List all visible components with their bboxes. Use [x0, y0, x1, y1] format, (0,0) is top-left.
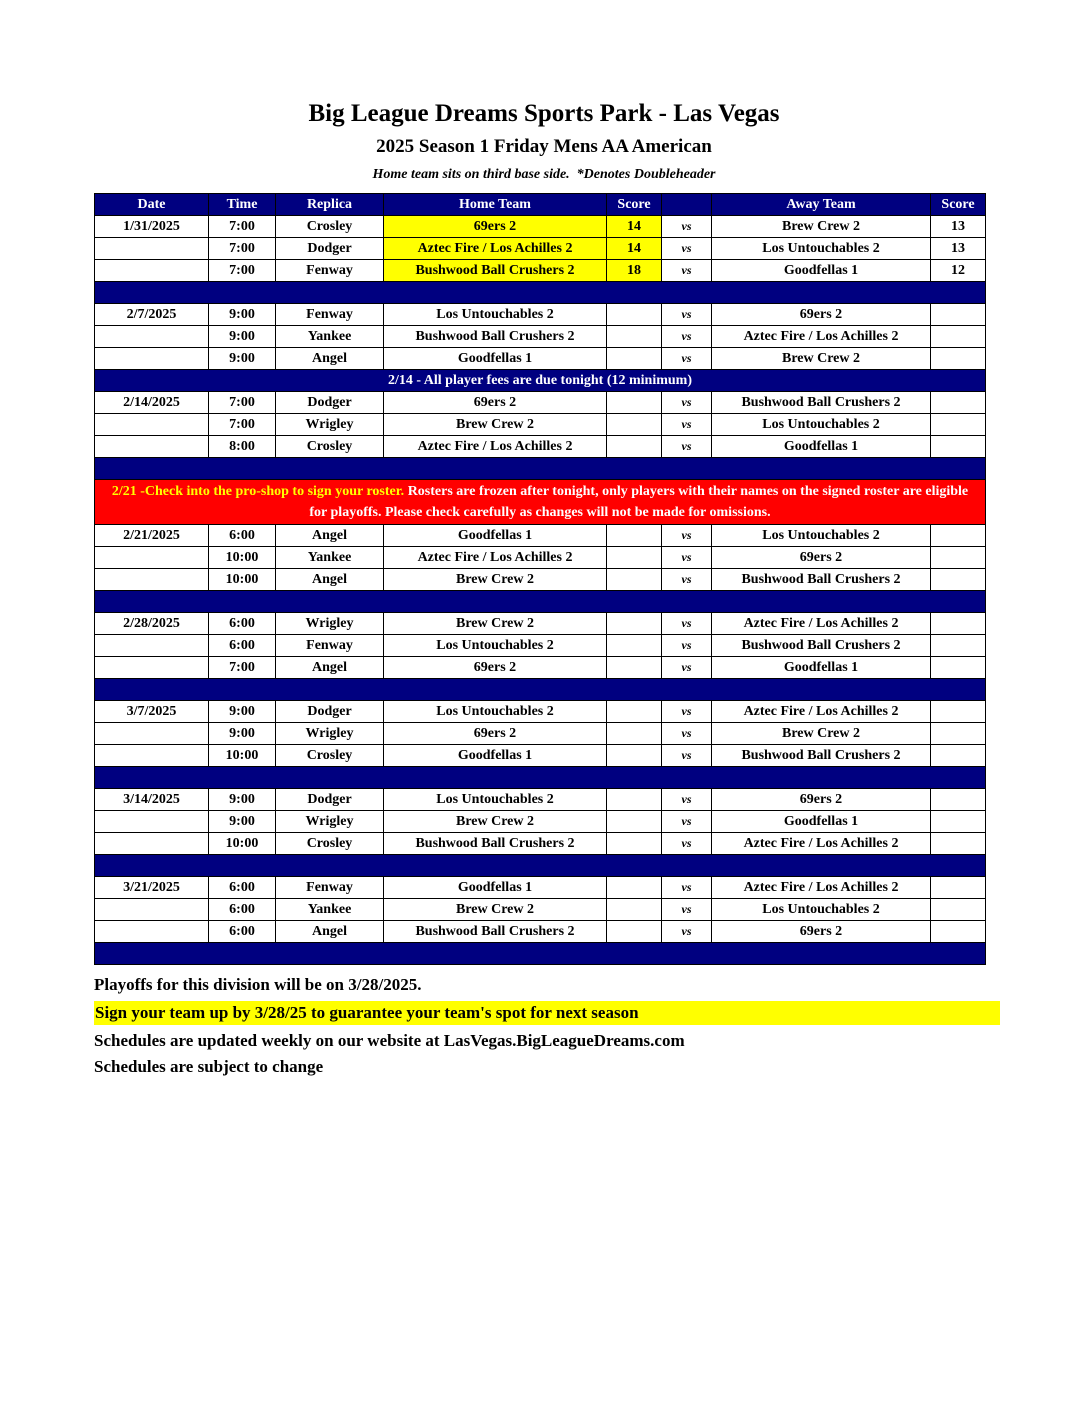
banner-text: 2/14 - All player fees are due tonight (12 minimum)	[95, 370, 986, 392]
away-score-cell	[931, 304, 986, 326]
away-score-cell	[931, 921, 986, 943]
replica-cell: Wrigley	[276, 613, 384, 635]
date-cell	[95, 569, 209, 591]
home-cell: 69ers 2	[384, 392, 607, 414]
home-cell: Aztec Fire / Los Achilles 2	[384, 238, 607, 260]
away-cell: Los Untouchables 2	[712, 238, 931, 260]
page-title: Big League Dreams Sports Park - Las Vegas	[308, 100, 780, 127]
game-row	[95, 392, 986, 414]
date-cell	[95, 811, 209, 833]
separator-band	[95, 679, 986, 701]
alert-band	[95, 480, 986, 525]
separator-row	[95, 767, 986, 789]
game-row	[95, 569, 986, 591]
home-score-cell	[607, 811, 662, 833]
home-score-cell	[607, 877, 662, 899]
separator-band	[95, 855, 986, 877]
date-cell: 3/21/2025	[95, 877, 209, 899]
away-score-cell: 12	[931, 260, 986, 282]
separator-row	[95, 591, 986, 613]
alert-rest-text: Rosters are frozen after tonight, only players with their names on the signed roster are eligible for playoffs. Please check carefully as changes will not be made for omissions.	[309, 484, 969, 520]
game-row	[95, 326, 986, 348]
alert-highlight-text: 2/21 -Check into the pro-shop to sign your roster.	[111, 484, 405, 499]
home-score-cell	[607, 833, 662, 855]
game-row	[95, 635, 986, 657]
game-row	[95, 833, 986, 855]
date-cell	[95, 414, 209, 436]
time-cell: 6:00	[209, 877, 276, 899]
time-cell: 9:00	[209, 811, 276, 833]
replica-cell: Yankee	[276, 326, 384, 348]
away-score-cell	[931, 701, 986, 723]
separator-row	[95, 679, 986, 701]
home-score-cell	[607, 723, 662, 745]
home-cell: 69ers 2	[384, 216, 607, 238]
replica-cell: Angel	[276, 657, 384, 679]
home-score-cell	[607, 789, 662, 811]
away-cell: Aztec Fire / Los Achilles 2	[712, 613, 931, 635]
date-cell: 2/14/2025	[95, 392, 209, 414]
home-score-cell	[607, 635, 662, 657]
schedule-table	[94, 193, 986, 965]
replica-cell: Dodger	[276, 701, 384, 723]
replica-cell: Wrigley	[276, 723, 384, 745]
vs-cell: vs	[662, 899, 712, 921]
vs-cell: vs	[662, 436, 712, 458]
home-cell: Brew Crew 2	[384, 899, 607, 921]
vs-cell: vs	[662, 635, 712, 657]
away-cell: Goodfellas 1	[712, 657, 931, 679]
time-cell: 7:00	[209, 260, 276, 282]
date-cell: 3/14/2025	[95, 789, 209, 811]
replica-cell: Angel	[276, 921, 384, 943]
away-score-cell	[931, 436, 986, 458]
game-row	[95, 414, 986, 436]
home-score-cell: 18	[607, 260, 662, 282]
home-cell: Bushwood Ball Crushers 2	[384, 260, 607, 282]
away-cell: 69ers 2	[712, 547, 931, 569]
replica-cell: Angel	[276, 569, 384, 591]
away-score-cell: 13	[931, 238, 986, 260]
time-cell: 9:00	[209, 701, 276, 723]
time-cell: 10:00	[209, 569, 276, 591]
game-row	[95, 238, 986, 260]
home-score-cell: 14	[607, 238, 662, 260]
away-cell: Aztec Fire / Los Achilles 2	[712, 326, 931, 348]
home-score-cell	[607, 745, 662, 767]
vs-cell: vs	[662, 414, 712, 436]
separator-band	[95, 282, 986, 304]
replica-cell: Wrigley	[276, 414, 384, 436]
replica-cell: Crosley	[276, 745, 384, 767]
replica-cell: Fenway	[276, 260, 384, 282]
home-score-cell	[607, 414, 662, 436]
home-cell: Brew Crew 2	[384, 414, 607, 436]
home-cell: Aztec Fire / Los Achilles 2	[384, 547, 607, 569]
game-row	[95, 348, 986, 370]
away-score-cell	[931, 414, 986, 436]
time-cell: 10:00	[209, 547, 276, 569]
home-cell: Bushwood Ball Crushers 2	[384, 326, 607, 348]
home-cell: Los Untouchables 2	[384, 304, 607, 326]
date-cell	[95, 436, 209, 458]
date-cell	[95, 921, 209, 943]
game-row	[95, 723, 986, 745]
home-score-cell	[607, 348, 662, 370]
column-header-replica: Replica	[276, 194, 384, 216]
away-cell: 69ers 2	[712, 789, 931, 811]
date-cell	[95, 547, 209, 569]
home-cell: Los Untouchables 2	[384, 635, 607, 657]
home-score-cell	[607, 392, 662, 414]
date-cell	[95, 348, 209, 370]
replica-cell: Angel	[276, 525, 384, 547]
replica-cell: Crosley	[276, 833, 384, 855]
home-cell: Bushwood Ball Crushers 2	[384, 833, 607, 855]
time-cell: 9:00	[209, 348, 276, 370]
time-cell: 8:00	[209, 436, 276, 458]
vs-cell: vs	[662, 833, 712, 855]
date-cell	[95, 745, 209, 767]
time-cell: 6:00	[209, 525, 276, 547]
column-header-home-score: Score	[607, 194, 662, 216]
home-cell: Aztec Fire / Los Achilles 2	[384, 436, 607, 458]
separator-row	[95, 282, 986, 304]
footer-playoffs-note: Playoffs for this division will be on 3/28/2025.	[94, 975, 422, 994]
home-score-cell	[607, 569, 662, 591]
vs-cell: vs	[662, 547, 712, 569]
away-cell: Goodfellas 1	[712, 436, 931, 458]
date-cell	[95, 635, 209, 657]
away-score-cell	[931, 811, 986, 833]
game-row	[95, 877, 986, 899]
vs-cell: vs	[662, 392, 712, 414]
date-cell	[95, 326, 209, 348]
time-cell: 6:00	[209, 613, 276, 635]
footer	[94, 975, 1088, 1077]
time-cell: 9:00	[209, 789, 276, 811]
vs-cell: vs	[662, 723, 712, 745]
replica-cell: Fenway	[276, 304, 384, 326]
game-row	[95, 657, 986, 679]
separator-band	[95, 943, 986, 965]
game-row	[95, 216, 986, 238]
column-header-vs	[662, 194, 712, 216]
footer-subject-to-change-note: Schedules are subject to change	[94, 1057, 324, 1076]
column-header-away: Away Team	[712, 194, 931, 216]
replica-cell: Wrigley	[276, 811, 384, 833]
time-cell: 7:00	[209, 238, 276, 260]
date-cell	[95, 899, 209, 921]
away-cell: Aztec Fire / Los Achilles 2	[712, 877, 931, 899]
away-cell: Los Untouchables 2	[712, 899, 931, 921]
vs-cell: vs	[662, 569, 712, 591]
time-cell: 9:00	[209, 304, 276, 326]
replica-cell: Fenway	[276, 635, 384, 657]
away-score-cell	[931, 348, 986, 370]
home-cell: Bushwood Ball Crushers 2	[384, 921, 607, 943]
vs-cell: vs	[662, 789, 712, 811]
away-cell: Los Untouchables 2	[712, 414, 931, 436]
game-row	[95, 436, 986, 458]
time-cell: 10:00	[209, 745, 276, 767]
game-row	[95, 899, 986, 921]
game-row	[95, 525, 986, 547]
replica-cell: Dodger	[276, 789, 384, 811]
away-score-cell	[931, 745, 986, 767]
time-cell: 6:00	[209, 921, 276, 943]
home-cell: Goodfellas 1	[384, 525, 607, 547]
separator-row	[95, 855, 986, 877]
away-score-cell	[931, 657, 986, 679]
vs-cell: vs	[662, 811, 712, 833]
time-cell: 7:00	[209, 216, 276, 238]
date-cell	[95, 238, 209, 260]
vs-cell: vs	[662, 216, 712, 238]
away-score-cell	[931, 789, 986, 811]
date-cell	[95, 657, 209, 679]
footer-signup-note: Sign your team up by 3/28/25 to guarantee your team's spot for next season	[94, 1001, 1000, 1025]
vs-cell: vs	[662, 238, 712, 260]
away-cell: Brew Crew 2	[712, 216, 931, 238]
game-row	[95, 811, 986, 833]
game-row	[95, 613, 986, 635]
home-cell: Goodfellas 1	[384, 745, 607, 767]
home-cell: Goodfellas 1	[384, 348, 607, 370]
vs-cell: vs	[662, 304, 712, 326]
banner-row	[95, 370, 986, 392]
home-cell: Brew Crew 2	[384, 811, 607, 833]
vs-cell: vs	[662, 348, 712, 370]
away-score-cell	[931, 635, 986, 657]
home-cell: Los Untouchables 2	[384, 789, 607, 811]
away-score-cell	[931, 613, 986, 635]
date-cell	[95, 723, 209, 745]
away-cell: Bushwood Ball Crushers 2	[712, 635, 931, 657]
replica-cell: Angel	[276, 348, 384, 370]
vs-cell: vs	[662, 701, 712, 723]
game-row	[95, 260, 986, 282]
away-cell: 69ers 2	[712, 304, 931, 326]
vs-cell: vs	[662, 877, 712, 899]
away-cell: Brew Crew 2	[712, 723, 931, 745]
away-cell: Aztec Fire / Los Achilles 2	[712, 833, 931, 855]
away-score-cell: 13	[931, 216, 986, 238]
vs-cell: vs	[662, 260, 712, 282]
time-cell: 7:00	[209, 657, 276, 679]
home-score-cell	[607, 436, 662, 458]
time-cell: 7:00	[209, 414, 276, 436]
away-cell: Bushwood Ball Crushers 2	[712, 745, 931, 767]
date-cell: 3/7/2025	[95, 701, 209, 723]
vs-cell: vs	[662, 657, 712, 679]
home-cell: 69ers 2	[384, 723, 607, 745]
home-score-cell	[607, 921, 662, 943]
replica-cell: Crosley	[276, 216, 384, 238]
away-score-cell	[931, 569, 986, 591]
away-cell: 69ers 2	[712, 921, 931, 943]
date-cell	[95, 833, 209, 855]
date-cell: 2/28/2025	[95, 613, 209, 635]
replica-cell: Crosley	[276, 436, 384, 458]
separator-row	[95, 943, 986, 965]
away-score-cell	[931, 525, 986, 547]
table-header-row	[95, 194, 986, 216]
time-cell: 7:00	[209, 392, 276, 414]
home-score-cell	[607, 899, 662, 921]
away-cell: Goodfellas 1	[712, 811, 931, 833]
game-row	[95, 547, 986, 569]
column-header-date: Date	[95, 194, 209, 216]
home-score-cell	[607, 547, 662, 569]
home-score-cell	[607, 326, 662, 348]
home-cell: 69ers 2	[384, 657, 607, 679]
separator-band	[95, 591, 986, 613]
separator-row	[95, 458, 986, 480]
alert-row	[95, 480, 986, 525]
separator-band	[95, 767, 986, 789]
away-cell: Los Untouchables 2	[712, 525, 931, 547]
date-cell: 2/21/2025	[95, 525, 209, 547]
page-subtitle: 2025 Season 1 Friday Mens AA American	[376, 136, 712, 157]
home-cell: Los Untouchables 2	[384, 701, 607, 723]
away-cell: Bushwood Ball Crushers 2	[712, 392, 931, 414]
time-cell: 6:00	[209, 635, 276, 657]
footer-website-note: Schedules are updated weekly on our website at LasVegas.BigLeagueDreams.com	[94, 1031, 685, 1050]
home-score-cell	[607, 701, 662, 723]
away-score-cell	[931, 547, 986, 569]
vs-cell: vs	[662, 613, 712, 635]
home-score-cell	[607, 613, 662, 635]
home-cell: Brew Crew 2	[384, 613, 607, 635]
game-row	[95, 921, 986, 943]
date-cell: 2/7/2025	[95, 304, 209, 326]
column-header-home: Home Team	[384, 194, 607, 216]
away-cell: Bushwood Ball Crushers 2	[712, 569, 931, 591]
replica-cell: Dodger	[276, 392, 384, 414]
away-score-cell	[931, 326, 986, 348]
away-score-cell	[931, 723, 986, 745]
away-score-cell	[931, 877, 986, 899]
time-cell: 6:00	[209, 899, 276, 921]
game-row	[95, 745, 986, 767]
replica-cell: Fenway	[276, 877, 384, 899]
date-cell	[95, 260, 209, 282]
home-score-cell: 14	[607, 216, 662, 238]
vs-cell: vs	[662, 525, 712, 547]
column-header-time: Time	[209, 194, 276, 216]
time-cell: 10:00	[209, 833, 276, 855]
column-header-away-score: Score	[931, 194, 986, 216]
away-cell: Brew Crew 2	[712, 348, 931, 370]
away-score-cell	[931, 833, 986, 855]
replica-cell: Yankee	[276, 899, 384, 921]
away-cell: Aztec Fire / Los Achilles 2	[712, 701, 931, 723]
game-row	[95, 304, 986, 326]
time-cell: 9:00	[209, 326, 276, 348]
home-score-cell	[607, 657, 662, 679]
home-score-cell	[607, 525, 662, 547]
home-cell: Brew Crew 2	[384, 569, 607, 591]
home-score-cell	[607, 304, 662, 326]
separator-band	[95, 458, 986, 480]
replica-cell: Yankee	[276, 547, 384, 569]
vs-cell: vs	[662, 921, 712, 943]
vs-cell: vs	[662, 745, 712, 767]
home-cell: Goodfellas 1	[384, 877, 607, 899]
away-cell: Goodfellas 1	[712, 260, 931, 282]
time-cell: 9:00	[209, 723, 276, 745]
away-score-cell	[931, 392, 986, 414]
replica-cell: Dodger	[276, 238, 384, 260]
game-row	[95, 701, 986, 723]
vs-cell: vs	[662, 326, 712, 348]
date-cell: 1/31/2025	[95, 216, 209, 238]
away-score-cell	[931, 899, 986, 921]
game-row	[95, 789, 986, 811]
header-note: Home team sits on third base side. *Denotes Doubleheader	[372, 167, 716, 182]
